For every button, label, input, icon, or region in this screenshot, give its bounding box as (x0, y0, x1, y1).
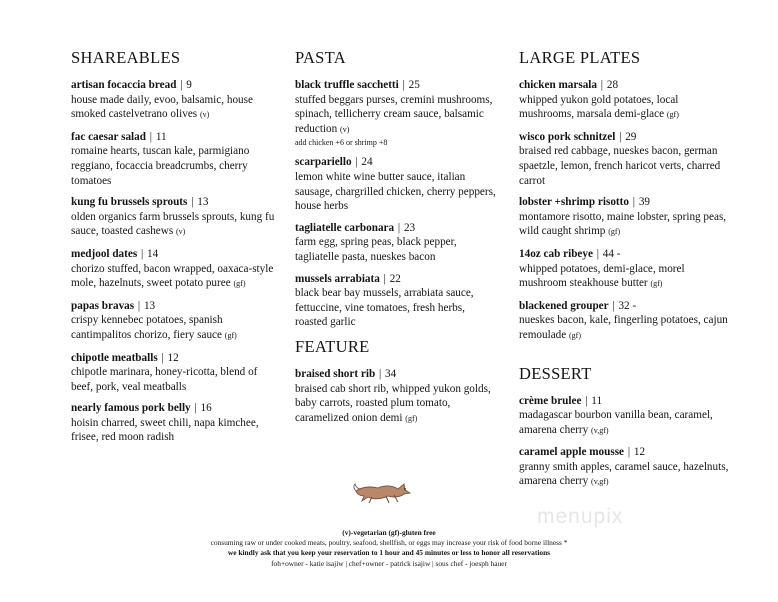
menu-item: medjool dates | 14 chorizo stuffed, bacon wrapped, oaxaca-style mole, hazelnuts, sweet potato puree (gf) (71, 247, 274, 290)
section-title-large-plates: LARGE PLATES (519, 48, 641, 67)
item-price: 28 (606, 79, 619, 91)
item-name: scarpariello (295, 156, 352, 169)
item-addon: add chicken +6 or shrimp +8 (295, 138, 388, 148)
item-price: 12 (167, 351, 179, 364)
diet-tag: (gf) (224, 330, 237, 340)
diet-tag: (gf) (405, 413, 418, 423)
item-desc: romaine hearts, tuscan kale, parmigiano reggiano, focaccia breadcrumbs, cherry tomatoes (71, 145, 250, 187)
item-name: black truffle sacchetti (295, 79, 399, 91)
section-title-shareables: SHAREABLES (71, 48, 181, 67)
item-price: 11 (591, 394, 603, 407)
menu-item: tagliatelle carbonara | 23 farm egg, spring peas, black pepper, tagliatelle pasta, nueskes bacon (295, 221, 457, 263)
menu-column-2 (295, 48, 500, 433)
item-name: 14oz cab ribeye (519, 247, 593, 260)
item-desc: braised red cabbage, nueskes bacon, german spaetzle, lemon, french haricot verts, charred carrot (519, 145, 721, 187)
item-price: 13 (197, 196, 209, 209)
menu-item: braised short rib | 34 braised cab short rib, whipped yukon golds, baby carrots, roasted plum tomato, caramelized onion demi (gf) (295, 367, 491, 424)
menu-item: chipotle meatballs | 12 chipotle marinara, honey-ricotta, blend of beef, pork, veal meatballs (71, 351, 258, 393)
item-desc: nueskes bacon, kale, fingerling potatoes, cajun remoulade (519, 314, 728, 341)
item-desc: chorizo stuffed, bacon wrapped, oaxaca-style mole, hazelnuts, sweet potato puree (71, 262, 274, 290)
item-desc: black bear bay mussels, arrabiata sauce, fettuccine, vine tomatoes, fresh herbs, roasted garlic (295, 287, 474, 329)
item-name: blackened grouper (519, 299, 609, 312)
item-name: chicken marsala (519, 79, 597, 91)
diet-tag: (gf) (569, 330, 582, 340)
staff-credits: foh+owner - katie isajiw | chef+owner - patrick isajiw | sous chef - joesph hauer (271, 558, 507, 568)
item-name: braised short rib (295, 367, 376, 380)
menu-item: papas bravas | 13 crispy kennebec potatoes, spanish cantimpalitos chorizo, fiery sauce (gf) (71, 299, 237, 341)
item-desc: granny smith apples, caramel sauce, hazelnuts, amarena cherry (519, 460, 729, 488)
diet-tag: (v) (176, 227, 186, 237)
item-price: 29 (625, 130, 637, 143)
item-desc: stuffed beggars purses, cremini mushrooms, spinach, tellicherry cream sauce, balsamic reduction (295, 93, 493, 135)
item-name: lobster +shrimp risotto (519, 196, 629, 209)
item-price: 11 (155, 130, 167, 143)
menu-item: artisan focaccia bread | 9 house made daily, evoo, balsamic, house smoked castelvetrano olives (v) (71, 79, 253, 121)
diet-tag: (gf) (650, 279, 663, 289)
item-name: artisan focaccia bread (71, 79, 177, 91)
diet-legend: (v)-vegetarian (gf)-gluten free (342, 528, 436, 537)
item-price: 16 (200, 402, 212, 415)
menu-item: scarpariello | 24 lemon white wine butter sauce, italian sausage, chargrilled chicken, cherry peppers, house herbs (295, 156, 496, 213)
item-desc: chipotle marinara, honey-ricotta, blend of beef, pork, veal meatballs (71, 366, 258, 393)
item-price: 39 (638, 196, 650, 209)
diet-tag: (v,gf) (591, 425, 609, 435)
menu-item: lobster +shrimp risotto | 39 montamore risotto, maine lobster, spring peas, wild caught shrimp (gf) (519, 196, 727, 238)
menu-item: blackened grouper | 32 - nueskes bacon, kale, fingerling potatoes, cajun remoulade (gf) (519, 299, 728, 341)
item-desc: whipped yukon gold potatoes, local mushrooms, marsala demi-glace (519, 93, 679, 121)
menu-item: 14oz cab ribeye | 44 - whipped potatoes, demi-glace, morel mushroom steakhouse butter (gf) (519, 247, 685, 290)
item-price: 12 (633, 446, 646, 459)
diet-tag: (v,gf) (591, 477, 609, 487)
item-price: 23 (403, 221, 416, 234)
item-price: 14 (147, 247, 159, 260)
section-title-dessert: DESSERT (519, 363, 592, 383)
diet-tag: (gf) (233, 279, 246, 289)
item-desc: montamore risotto, maine lobster, spring peas, wild caught shrimp (519, 210, 727, 238)
food-safety-warning: consuming raw or under cooked meats, poultry, seafood, shellfish, or eggs may increase your risk of food borne illness * (210, 538, 568, 548)
item-price: 24 (361, 156, 373, 169)
item-price: 9 (186, 79, 192, 91)
menu-column-1 (71, 48, 276, 452)
item-name: nearly famous pork belly (71, 402, 191, 415)
item-name: tagliatelle carbonara (295, 221, 395, 234)
menu-column-3 (519, 48, 734, 497)
item-desc: house made daily, evoo, balsamic, house smoked castelvetrano olives (71, 93, 253, 121)
item-name: kung fu brussels sprouts (71, 196, 188, 209)
fox-logo-icon (352, 475, 414, 505)
section-title-feature: FEATURE (295, 336, 370, 356)
item-desc: hoisin charred, sweet chili, napa kimchee, frisee, red moon radish (71, 416, 259, 444)
menu-item: kung fu brussels sprouts | 13 olden organics farm brussels sprouts, kung fu sauce, toasted cashews (v) (71, 196, 275, 238)
menu-item: wisco pork schnitzel | 29 braised red cabbage, nueskes bacon, german spaetzle, lemon, french haricot verts, charred carrot (519, 130, 721, 187)
item-name: papas bravas (71, 299, 135, 312)
menu-item: caramel apple mousse | 12 granny smith apples, caramel sauce, hazelnuts, amarena cherry (v,gf) (519, 446, 729, 488)
section-title-pasta: PASTA (295, 48, 346, 67)
menu-item: mussels arrabiata | 22 black bear bay mussels, arrabiata sauce, fettuccine, vine tomatoes, fresh herbs, roasted garlic (295, 272, 474, 329)
menu-footer (0, 528, 778, 569)
menu-item: black truffle sacchetti | 25 stuffed beggars purses, cremini mushrooms, spinach, tellicherry cream sauce, balsamic reduction (v) add chicken +6 or shrimp +8 (295, 78, 500, 148)
item-name: caramel apple mousse (519, 446, 625, 459)
item-name: fac caesar salad (71, 130, 146, 143)
item-desc: crispy kennebec potatoes, spanish cantimpalitos chorizo, fiery sauce (71, 314, 223, 341)
item-price: 25 (408, 79, 420, 91)
watermark: menupix (537, 505, 624, 528)
item-name: mussels arrabiata (295, 272, 380, 285)
menu-item: chicken marsala | 28 whipped yukon gold potatoes, local mushrooms, marsala demi-glace (gf) (519, 79, 679, 121)
item-price: 34 (385, 367, 397, 380)
menu-item: crème brulee | 11 madagascar bourbon vanilla bean, caramel, amarena cherry (v,gf) (519, 394, 713, 436)
item-price: 22 (389, 272, 401, 285)
item-desc: lemon white wine butter sauce, italian sausage, chargrilled chicken, cherry peppers, house herbs (295, 170, 496, 213)
diet-tag: (gf) (666, 110, 679, 120)
item-desc: farm egg, spring peas, black pepper, tagliatelle pasta, nueskes bacon (295, 236, 457, 263)
item-price: 32 - (618, 299, 637, 312)
diet-tag: (v) (199, 110, 210, 120)
item-desc: madagascar bourbon vanilla bean, caramel, amarena cherry (519, 409, 713, 436)
item-name: chipotle meatballs (71, 351, 158, 364)
diet-tag: (gf) (608, 227, 621, 237)
menu-item: fac caesar salad | 11 romaine hearts, tuscan kale, parmigiano reggiano, focaccia breadcrumbs, cherry tomatoes (71, 130, 250, 187)
item-desc: braised cab short rib, whipped yukon golds, baby carrots, roasted plum tomato, caramelized onion demi (295, 382, 491, 424)
menu-item: nearly famous pork belly | 16 hoisin charred, sweet chili, napa kimchee, frisee, red moon radish (71, 402, 259, 444)
diet-tag: (v) (340, 124, 350, 134)
item-desc: olden organics farm brussels sprouts, kung fu sauce, toasted cashews (71, 210, 275, 238)
reservation-note: we kindly ask that you keep your reservation to 1 hour and 45 minutes or less to honor all reservations (227, 548, 551, 558)
item-name: medjool dates (71, 247, 138, 260)
item-desc: whipped potatoes, demi-glace, morel mushroom steakhouse butter (519, 262, 685, 290)
item-name: crème brulee (519, 394, 582, 407)
item-price: 13 (143, 299, 156, 312)
item-name: wisco pork schnitzel (519, 130, 616, 143)
item-price: 44 - (602, 247, 621, 260)
